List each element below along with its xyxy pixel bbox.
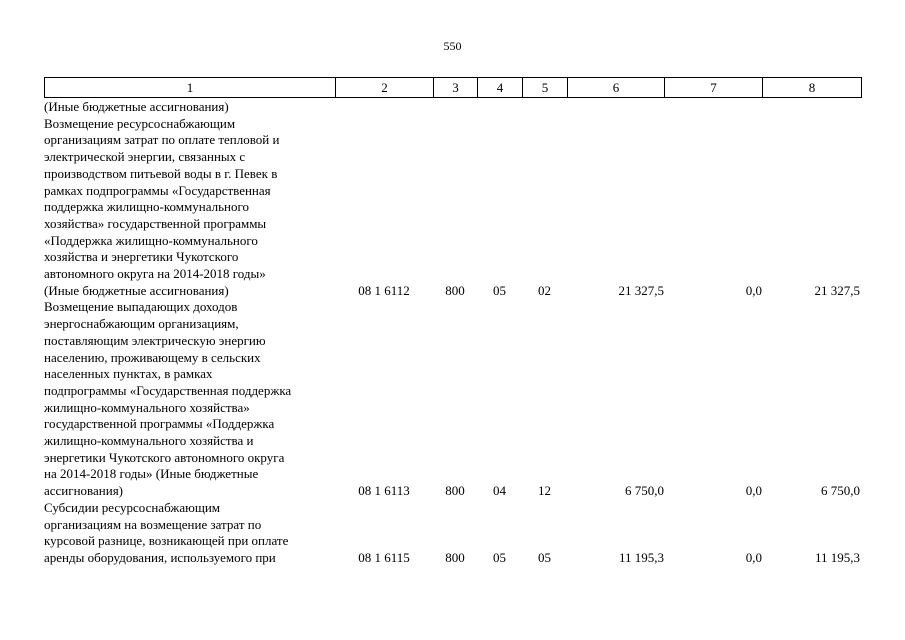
row-sum-8: 21 327,5 xyxy=(814,282,860,298)
header-col-1: 1 xyxy=(45,78,336,98)
row-sum-6: 21 327,5 xyxy=(618,282,664,298)
header-col-8: 8 xyxy=(763,78,862,98)
row-sum-7: 0,0 xyxy=(745,282,762,298)
row-sum-8: 11 195,3 xyxy=(814,549,860,565)
header-col-4: 4 xyxy=(478,78,523,98)
row-sum-6: 11 195,3 xyxy=(618,549,664,565)
header-col-3: 3 xyxy=(434,78,478,98)
row-code: 08 1 6115 xyxy=(358,549,410,565)
table-header xyxy=(44,77,862,98)
row-description: Субсидии ресурсоснабжающим организациям на возмещение затрат по курсовой разнице, возникающей при оплате аренды оборудования, используемого при xyxy=(44,499,289,565)
row-sum-8: 6 750,0 xyxy=(821,483,860,499)
row-pr: 02 xyxy=(538,282,551,298)
row-description: Возмещение ресурсоснабжающим организациям затрат по оплате тепловой и электрической энергии, связанных с производством питьевой воды в г. Певек в рамках подпрограммы «Государственная поддержка жилищно-коммунального хозяйства» государственной программы «Поддержка жилищно-коммунального хозяйства и энергетики Чукотского автономного округа на 2014-2018 годы» (Иные бюджетные ассигнования) xyxy=(44,115,280,298)
header-col-5: 5 xyxy=(523,78,568,98)
header-col-2: 2 xyxy=(336,78,434,98)
table-row xyxy=(44,299,861,499)
row-sum-7: 0,0 xyxy=(745,549,762,565)
row-sum-7: 0,0 xyxy=(745,483,762,499)
page-number: 550 xyxy=(443,39,462,53)
row-rz: 04 xyxy=(493,483,506,499)
row-description: Возмещение выпадающих доходов энергоснабжающим организациям, поставляющим электрическую энергию населению, проживающему в сельских населенных пунктах, в рамках подпрограммы «Государственная поддержка жилищно-коммунального хозяйства» государственной программы «Поддержка жилищно-коммунального хозяйства и энергетики Чукотского автономного округа на 2014-2018 годы» (Иные бюджетные ассигнования) xyxy=(44,299,292,499)
row-rz: 05 xyxy=(493,282,506,298)
row-pr: 12 xyxy=(538,483,551,499)
row-vr: 800 xyxy=(445,549,465,565)
row-vr: 800 xyxy=(445,282,465,298)
header-row xyxy=(45,78,862,98)
table-row xyxy=(44,500,861,567)
row-vr: 800 xyxy=(445,483,465,499)
header-col-6: 6 xyxy=(568,78,665,98)
row-rz: 05 xyxy=(493,549,506,565)
header-col-7: 7 xyxy=(665,78,763,98)
table-body xyxy=(44,99,861,567)
row-code: 08 1 6113 xyxy=(358,483,410,499)
row-sum-6: 6 750,0 xyxy=(625,483,664,499)
row-code: 08 1 6112 xyxy=(358,282,410,298)
row-pr: 05 xyxy=(538,549,551,565)
leading-text: (Иные бюджетные ассигнования) xyxy=(44,99,229,114)
table-row xyxy=(44,116,861,300)
